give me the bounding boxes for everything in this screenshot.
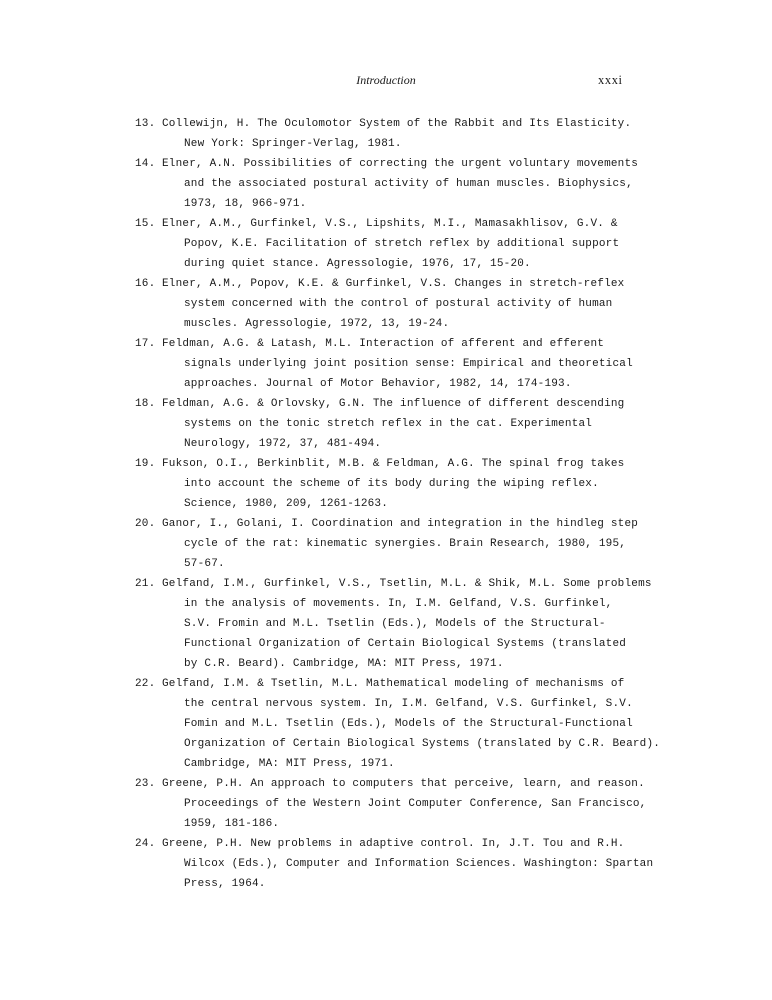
reference-text-line: 57-67.	[184, 558, 225, 570]
reference-number: 22.	[135, 678, 156, 690]
reference-entry	[135, 454, 655, 514]
page-number: xxxi	[598, 73, 623, 87]
reference-entry	[135, 334, 655, 394]
reference-number: 24.	[135, 838, 156, 850]
reference-text-line: Elner, A.M., Gurfinkel, V.S., Lipshits, M.I., Mamasakhlisov, G.V. &	[162, 218, 618, 230]
reference-entry	[135, 574, 655, 674]
reference-number: 21.	[135, 578, 156, 590]
reference-list	[135, 114, 661, 894]
reference-text-line: Collewijn, H. The Oculomotor System of the Rabbit and Its Elasticity.	[162, 118, 632, 130]
reference-text-line: and the associated postural activity of human muscles. Biophysics,	[184, 178, 633, 190]
reference-entry	[135, 274, 655, 334]
reference-text-line: New York: Springer-Verlag, 1981.	[184, 138, 402, 150]
reference-text-line: Gelfand, I.M. & Tsetlin, M.L. Mathematical modeling of mechanisms of	[162, 678, 625, 690]
reference-entry	[135, 834, 655, 894]
reference-text-line: muscles. Agressologie, 1972, 13, 19-24.	[184, 318, 450, 330]
reference-text-line: Science, 1980, 209, 1261-1263.	[184, 498, 389, 510]
running-header	[0, 72, 772, 90]
reference-text-line: Ganor, I., Golani, I. Coordination and integration in the hindleg step	[162, 518, 639, 530]
reference-text-line: during quiet stance. Agressologie, 1976, 17, 15-20.	[184, 258, 531, 270]
reference-number: 14.	[135, 158, 156, 170]
reference-entry	[135, 394, 655, 454]
reference-text-line: Fukson, O.I., Berkinblit, M.B. & Feldman, A.G. The spinal frog takes	[162, 458, 625, 470]
reference-text-line: 1973, 18, 966-971.	[184, 198, 307, 210]
reference-entry	[135, 214, 655, 274]
reference-number: 17.	[135, 338, 156, 350]
reference-text-line: systems on the tonic stretch reflex in the cat. Experimental	[184, 418, 593, 430]
reference-text-line: Elner, A.M., Popov, K.E. & Gurfinkel, V.S. Changes in stretch-reflex	[162, 278, 625, 290]
reference-text-line: the central nervous system. In, I.M. Gelfand, V.S. Gurfinkel, S.V.	[184, 698, 633, 710]
reference-text-line: Gelfand, I.M., Gurfinkel, V.S., Tsetlin, M.L. & Shik, M.L. Some problems	[162, 578, 652, 590]
reference-number: 19.	[135, 458, 156, 470]
reference-text-line: Feldman, A.G. & Orlovsky, G.N. The influence of different descending	[162, 398, 625, 410]
reference-text-line: cycle of the rat: kinematic synergies. Brain Research, 1980, 195,	[184, 538, 627, 550]
reference-text-line: S.V. Fromin and M.L. Tsetlin (Eds.), Models of the Structural-	[184, 618, 606, 630]
reference-number: 15.	[135, 218, 156, 230]
reference-text-line: signals underlying joint position sense: Empirical and theoretical	[184, 358, 633, 370]
reference-text-line: by C.R. Beard). Cambridge, MA: MIT Press, 1971.	[184, 658, 504, 670]
reference-text-line: Cambridge, MA: MIT Press, 1971.	[184, 758, 395, 770]
reference-text-line: Organization of Certain Biological Systems (translated by C.R. Beard).	[184, 738, 661, 750]
reference-text-line: Neurology, 1972, 37, 481-494.	[184, 438, 382, 450]
reference-text-line: Popov, K.E. Facilitation of stretch reflex by additional support	[184, 238, 620, 250]
reference-text-line: into account the scheme of its body during the wiping reflex.	[184, 478, 599, 490]
reference-text-line: Greene, P.H. New problems in adaptive control. In, J.T. Tou and R.H.	[162, 838, 625, 850]
reference-text-line: 1959, 181-186.	[184, 818, 280, 830]
reference-text-line: Wilcox (Eds.), Computer and Information Sciences. Washington: Spartan	[184, 858, 654, 870]
reference-number: 20.	[135, 518, 156, 530]
reference-number: 23.	[135, 778, 156, 790]
reference-number: 13.	[135, 118, 156, 130]
reference-text-line: Feldman, A.G. & Latash, M.L. Interaction of afferent and efferent	[162, 338, 605, 350]
reference-text-line: in the analysis of movements. In, I.M. Gelfand, V.S. Gurfinkel,	[184, 598, 613, 610]
reference-text-line: approaches. Journal of Motor Behavior, 1982, 14, 174-193.	[184, 378, 572, 390]
reference-text-line: Press, 1964.	[184, 878, 266, 890]
reference-number: 18.	[135, 398, 156, 410]
reference-text-line: Greene, P.H. An approach to computers that perceive, learn, and reason.	[162, 778, 645, 790]
reference-entry	[135, 514, 655, 574]
reference-text-line: Functional Organization of Certain Biological Systems (translated	[184, 638, 627, 650]
reference-entry	[135, 774, 655, 834]
running-title: Introduction	[356, 73, 416, 87]
reference-text-line: Proceedings of the Western Joint Computer Conference, San Francisco,	[184, 798, 647, 810]
reference-text-line: Elner, A.N. Possibilities of correcting the urgent voluntary movements	[162, 158, 639, 170]
reference-number: 16.	[135, 278, 156, 290]
reference-text-line: system concerned with the control of postural activity of human	[184, 298, 613, 310]
reference-entry	[135, 674, 661, 774]
reference-text-line: Fomin and M.L. Tsetlin (Eds.), Models of the Structural-Functional	[184, 718, 633, 730]
reference-entry	[135, 154, 655, 214]
reference-entry	[135, 114, 655, 154]
